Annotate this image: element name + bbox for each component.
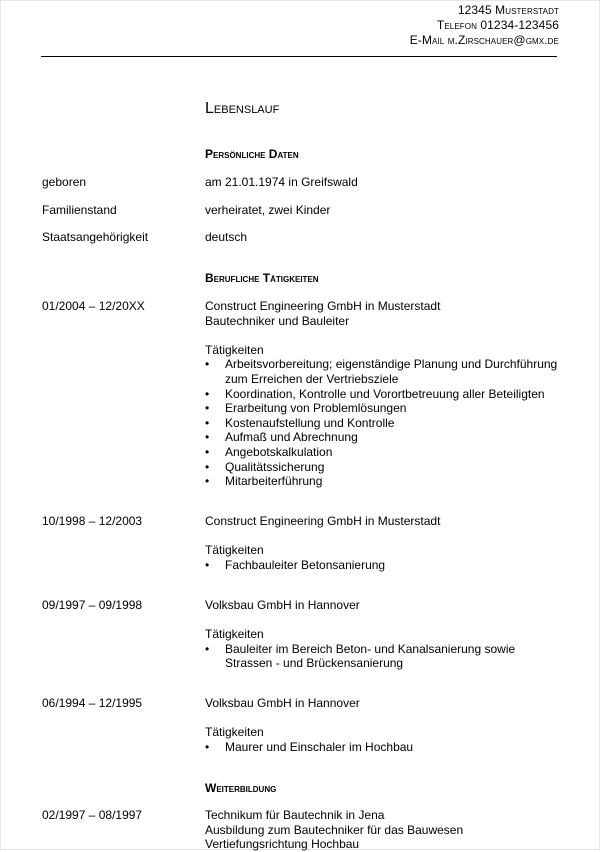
job-entry <box>205 514 565 572</box>
contact-header <box>410 3 559 48</box>
job-period: 10/1998 – 12/2003 <box>42 514 143 528</box>
job-company: Volksbau GmbH in Hannover <box>205 598 360 612</box>
tasks-label: Tätigkeiten <box>205 725 264 740</box>
education-line: Ausbildung zum Bautechniker für das Bauwesen <box>205 822 464 837</box>
education-entry <box>205 808 565 852</box>
task-item: • Bauleiter im Bereich Beton- und Kanalsanierung sowie Strassen - und Brückensanierung <box>205 642 565 671</box>
task-list <box>205 558 565 573</box>
education-period: 02/1997 – 08/1997 <box>42 808 143 822</box>
tasks-label: Tätigkeiten <box>205 543 264 558</box>
label-marital-status: Familienstand <box>42 203 117 217</box>
tasks-label: Tätigkeiten <box>205 627 264 642</box>
tasks-label: Tätigkeiten <box>205 342 264 357</box>
job-period: 09/1997 – 09/1998 <box>42 598 143 612</box>
email-line: E-Mail m.Zirschauer@gmx.de <box>409 33 559 47</box>
section-heading-career: Berufliche Tätigkeiten <box>205 271 319 285</box>
education-line: Vertiefungsrichtung Hochbau <box>205 837 360 852</box>
task-item: • Qualitätssicherung <box>205 460 565 475</box>
task-item: • Erarbeitung von Problemlösungen <box>205 401 565 416</box>
task-item: • Kostenaufstellung und Kontrolle <box>205 416 565 431</box>
job-period: 01/2004 – 12/20XX <box>42 299 145 313</box>
phone-line: Telefon 01234-123456 <box>436 18 559 32</box>
label-born: geboren <box>42 175 87 189</box>
value-marital-status: verheiratet, zwei Kinder <box>205 203 331 217</box>
task-item: • Angebotskalkulation <box>205 445 565 460</box>
value-nationality: deutsch <box>205 230 248 244</box>
job-company: Volksbau GmbH in Hannover <box>205 696 360 710</box>
job-entry <box>205 299 565 489</box>
section-heading-education: Weiterbildung <box>205 781 277 795</box>
job-entry <box>205 696 565 754</box>
task-item: • Koordination, Kontrolle und Vorortbetreuung aller Beteiligten <box>205 387 565 402</box>
task-list <box>205 357 565 488</box>
task-item: • Arbeitsvorbereitung; eigenständige Planung und Durchführung zum Erreichen der Vertriebsziele <box>205 357 565 386</box>
task-list <box>205 740 565 755</box>
job-company: Construct Engineering GmbH in Musterstadt <box>205 299 441 313</box>
task-list <box>205 642 565 671</box>
education-line: Technikum für Bautechnik in Jena <box>205 808 385 822</box>
job-period: 06/1994 – 12/1995 <box>42 696 143 710</box>
address-line: 12345 Musterstadt <box>457 3 559 17</box>
header-divider <box>41 56 557 57</box>
task-item: • Fachbauleiter Betonsanierung <box>205 558 565 573</box>
label-nationality: Staatsangehörigkeit <box>42 230 149 244</box>
job-entry <box>205 598 565 671</box>
page-title: Lebenslauf <box>205 100 280 117</box>
task-item: • Maurer und Einschaler im Hochbau <box>205 740 565 755</box>
section-heading-personal: Persönliche Daten <box>205 147 299 161</box>
task-item: • Aufmaß und Abrechnung <box>205 430 565 445</box>
job-role: Bautechniker und Bauleiter <box>205 313 350 328</box>
task-item: • Mitarbeiterführung <box>205 474 565 489</box>
value-born: am 21.01.1974 in Greifswald <box>205 175 358 189</box>
job-company: Construct Engineering GmbH in Musterstadt <box>205 514 441 528</box>
